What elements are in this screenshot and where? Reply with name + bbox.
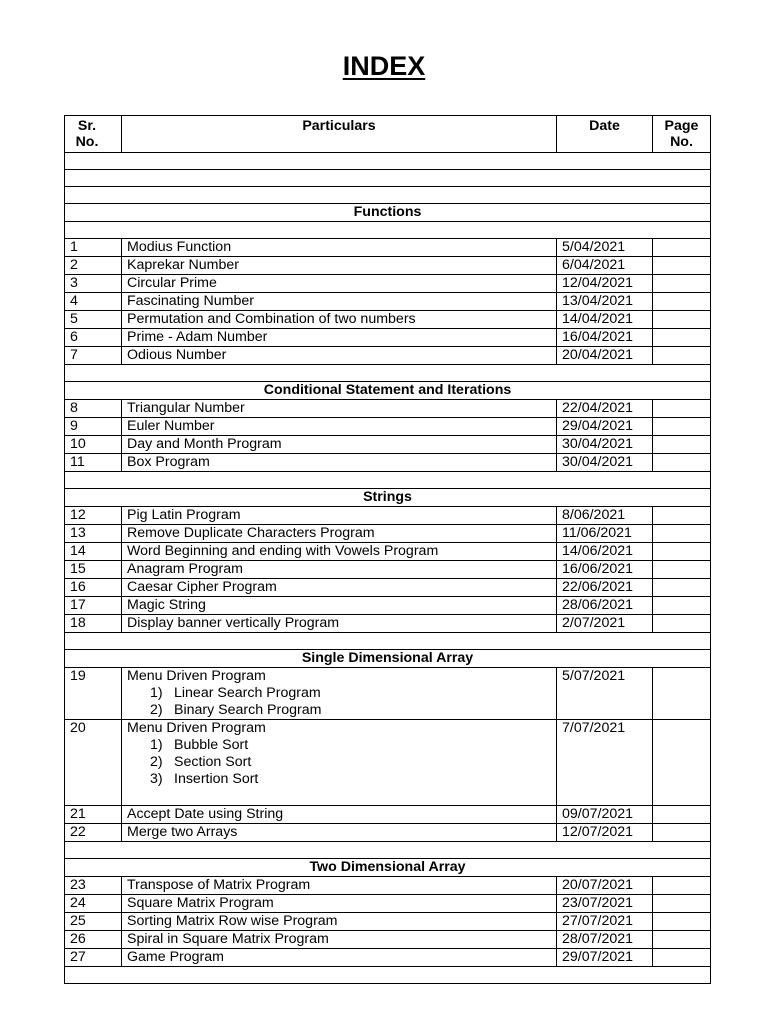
table-row xyxy=(65,579,711,597)
particulars-text: Game Program xyxy=(127,949,224,965)
sr-no-cell: 17 xyxy=(65,597,122,615)
particulars-text: Transpose of Matrix Program xyxy=(127,877,311,893)
page-no-cell xyxy=(653,543,711,561)
particulars-text: Odious Number xyxy=(127,347,227,363)
particulars-cell xyxy=(122,400,557,418)
page-no-cell xyxy=(653,720,711,806)
table-row xyxy=(65,949,711,967)
table-row xyxy=(65,239,711,257)
page-no-cell xyxy=(653,806,711,824)
blank-cell xyxy=(65,472,711,489)
particulars-text: Pig Latin Program xyxy=(127,507,241,523)
table-row xyxy=(65,913,711,931)
sub-item: 1) Linear Search Program xyxy=(150,685,321,701)
section-title: Conditional Statement and Iterations xyxy=(65,382,711,400)
date-cell: 29/07/2021 xyxy=(557,949,653,967)
table-row xyxy=(65,561,711,579)
header-date: Date xyxy=(557,116,653,153)
blank-cell xyxy=(65,842,711,859)
particulars-cell xyxy=(122,668,557,720)
date-cell: 23/07/2021 xyxy=(557,895,653,913)
sr-no-cell: 10 xyxy=(65,436,122,454)
sr-no-cell: 6 xyxy=(65,329,122,347)
particulars-cell xyxy=(122,895,557,913)
particulars-text: Magic String xyxy=(127,597,206,613)
particulars-text: Triangular Number xyxy=(127,400,245,416)
table-row xyxy=(65,329,711,347)
blank-row xyxy=(65,153,711,170)
date-cell: 29/04/2021 xyxy=(557,418,653,436)
blank-row xyxy=(65,633,711,650)
table-row xyxy=(65,275,711,293)
particulars-text: Caesar Cipher Program xyxy=(127,579,277,595)
page-title: INDEX xyxy=(342,51,426,81)
particulars-text: Accept Date using String xyxy=(127,806,284,822)
particulars-text: Menu Driven Program xyxy=(127,720,266,736)
section-heading-row xyxy=(65,204,711,222)
date-cell: 5/04/2021 xyxy=(557,239,653,257)
sr-no-cell: 9 xyxy=(65,418,122,436)
section-title: Two Dimensional Array xyxy=(65,859,711,877)
particulars-cell xyxy=(122,311,557,329)
particulars-cell xyxy=(122,615,557,633)
section-heading-row xyxy=(65,650,711,668)
sub-item: 1) Bubble Sort xyxy=(150,737,249,753)
sr-no-cell: 15 xyxy=(65,561,122,579)
sr-no-cell: 13 xyxy=(65,525,122,543)
sr-no-cell: 14 xyxy=(65,543,122,561)
table-row xyxy=(65,720,711,806)
particulars-cell xyxy=(122,347,557,365)
sr-no-cell: 19 xyxy=(65,668,122,720)
page-no-cell xyxy=(653,668,711,720)
sr-no-cell: 23 xyxy=(65,877,122,895)
date-cell: 6/04/2021 xyxy=(557,257,653,275)
date-cell: 2/07/2021 xyxy=(557,615,653,633)
date-cell: 13/04/2021 xyxy=(557,293,653,311)
date-cell: 20/07/2021 xyxy=(557,877,653,895)
particulars-cell xyxy=(122,525,557,543)
blank-row xyxy=(65,842,711,859)
header-particulars: Particulars xyxy=(122,116,557,153)
page-no-cell xyxy=(653,895,711,913)
date-cell: 12/04/2021 xyxy=(557,275,653,293)
sr-no-cell: 5 xyxy=(65,311,122,329)
particulars-text: Remove Duplicate Characters Program xyxy=(127,525,375,541)
section-title: Single Dimensional Array xyxy=(65,650,711,668)
date-cell: 7/07/2021 xyxy=(557,720,653,806)
particulars-text: Modius Function xyxy=(127,239,232,255)
table-row xyxy=(65,311,711,329)
page-no-cell xyxy=(653,400,711,418)
sr-no-cell: 20 xyxy=(65,720,122,806)
table-row xyxy=(65,543,711,561)
table-row xyxy=(65,597,711,615)
blank-row xyxy=(65,187,711,204)
blank-cell xyxy=(65,153,711,170)
particulars-text: Prime - Adam Number xyxy=(127,329,268,345)
date-cell: 30/04/2021 xyxy=(557,436,653,454)
particulars-text: Anagram Program xyxy=(127,561,243,577)
table-row xyxy=(65,877,711,895)
table-row xyxy=(65,293,711,311)
particulars-cell xyxy=(122,806,557,824)
table-row xyxy=(65,668,711,720)
sr-no-cell: 18 xyxy=(65,615,122,633)
section-heading-row xyxy=(65,489,711,507)
page-no-cell xyxy=(653,275,711,293)
sub-item: 3) Insertion Sort xyxy=(150,771,259,787)
date-cell: 14/06/2021 xyxy=(557,543,653,561)
date-cell: 20/04/2021 xyxy=(557,347,653,365)
sr-no-cell: 2 xyxy=(65,257,122,275)
index-table xyxy=(64,115,711,984)
particulars-cell xyxy=(122,275,557,293)
page-no-cell xyxy=(653,311,711,329)
sr-no-cell: 16 xyxy=(65,579,122,597)
section-title: Strings xyxy=(65,489,711,507)
page-no-cell xyxy=(653,824,711,842)
particulars-text: Kaprekar Number xyxy=(127,257,239,273)
sr-no-cell: 24 xyxy=(65,895,122,913)
header-page-no: Page No. xyxy=(653,116,711,153)
date-cell: 22/04/2021 xyxy=(557,400,653,418)
date-cell: 11/06/2021 xyxy=(557,525,653,543)
particulars-cell xyxy=(122,329,557,347)
page-no-cell xyxy=(653,257,711,275)
blank-cell xyxy=(65,222,711,239)
particulars-cell xyxy=(122,507,557,525)
page-no-cell xyxy=(653,877,711,895)
table-row xyxy=(65,615,711,633)
particulars-cell xyxy=(122,239,557,257)
sr-no-cell: 3 xyxy=(65,275,122,293)
page-no-cell xyxy=(653,293,711,311)
page-no-cell xyxy=(653,239,711,257)
sr-no-cell: 4 xyxy=(65,293,122,311)
date-cell: 12/07/2021 xyxy=(557,824,653,842)
blank-row xyxy=(65,472,711,489)
section-heading-row xyxy=(65,859,711,877)
page-no-cell xyxy=(653,329,711,347)
date-cell: 16/04/2021 xyxy=(557,329,653,347)
table-row xyxy=(65,806,711,824)
date-cell: 09/07/2021 xyxy=(557,806,653,824)
date-cell: 27/07/2021 xyxy=(557,913,653,931)
date-cell: 28/07/2021 xyxy=(557,931,653,949)
particulars-cell xyxy=(122,418,557,436)
blank-row xyxy=(65,170,711,187)
blank-cell xyxy=(65,967,711,984)
particulars-cell xyxy=(122,597,557,615)
table-row xyxy=(65,454,711,472)
particulars-text: Permutation and Combination of two numbers xyxy=(127,311,416,327)
table-row xyxy=(65,895,711,913)
page-no-cell xyxy=(653,525,711,543)
table-row xyxy=(65,347,711,365)
sub-item: 2) Section Sort xyxy=(150,754,252,770)
page-no-cell xyxy=(653,913,711,931)
table-row xyxy=(65,400,711,418)
sr-no-cell: 1 xyxy=(65,239,122,257)
sr-no-cell: 12 xyxy=(65,507,122,525)
header-sr-no: Sr. No. xyxy=(65,116,122,153)
page-no-cell xyxy=(653,347,711,365)
section-title: Functions xyxy=(65,204,711,222)
blank-row xyxy=(65,365,711,382)
particulars-cell xyxy=(122,293,557,311)
particulars-text: Sorting Matrix Row wise Program xyxy=(127,913,338,929)
page-no-cell xyxy=(653,579,711,597)
table-row xyxy=(65,824,711,842)
page-no-cell xyxy=(653,507,711,525)
sub-item: 2) Binary Search Program xyxy=(150,702,322,718)
page-no-cell xyxy=(653,615,711,633)
table-row xyxy=(65,257,711,275)
particulars-text: Spiral in Square Matrix Program xyxy=(127,931,329,947)
particulars-cell xyxy=(122,257,557,275)
sr-no-cell: 11 xyxy=(65,454,122,472)
particulars-text: Euler Number xyxy=(127,418,215,434)
blank-cell xyxy=(65,187,711,204)
particulars-cell xyxy=(122,543,557,561)
blank-cell xyxy=(65,170,711,187)
section-heading-row xyxy=(65,382,711,400)
particulars-cell xyxy=(122,824,557,842)
particulars-cell xyxy=(122,579,557,597)
blank-row xyxy=(65,967,711,984)
sr-no-cell: 21 xyxy=(65,806,122,824)
sr-no-cell: 7 xyxy=(65,347,122,365)
particulars-text: Circular Prime xyxy=(127,275,217,291)
table-row xyxy=(65,507,711,525)
particulars-cell xyxy=(122,913,557,931)
table-row xyxy=(65,418,711,436)
particulars-cell xyxy=(122,436,557,454)
blank-cell xyxy=(65,633,711,650)
header-row xyxy=(65,116,711,153)
date-cell: 16/06/2021 xyxy=(557,561,653,579)
sr-no-cell: 22 xyxy=(65,824,122,842)
particulars-cell xyxy=(122,931,557,949)
page-no-cell xyxy=(653,418,711,436)
particulars-text: Merge two Arrays xyxy=(127,824,238,840)
date-cell: 22/06/2021 xyxy=(557,579,653,597)
page-no-cell xyxy=(653,561,711,579)
particulars-text: Word Beginning and ending with Vowels Program xyxy=(127,543,439,559)
particulars-text: Box Program xyxy=(127,454,210,470)
page-no-cell xyxy=(653,597,711,615)
particulars-text: Day and Month Program xyxy=(127,436,282,452)
particulars-cell xyxy=(122,949,557,967)
table-row xyxy=(65,436,711,454)
sr-no-cell: 26 xyxy=(65,931,122,949)
page-no-cell xyxy=(653,436,711,454)
date-cell: 5/07/2021 xyxy=(557,668,653,720)
date-cell: 14/04/2021 xyxy=(557,311,653,329)
particulars-cell xyxy=(122,877,557,895)
particulars-text: Square Matrix Program xyxy=(127,895,274,911)
date-cell: 30/04/2021 xyxy=(557,454,653,472)
date-cell: 8/06/2021 xyxy=(557,507,653,525)
blank-row xyxy=(65,222,711,239)
date-cell: 28/06/2021 xyxy=(557,597,653,615)
particulars-cell xyxy=(122,720,557,806)
particulars-cell xyxy=(122,561,557,579)
page-no-cell xyxy=(653,454,711,472)
particulars-cell xyxy=(122,454,557,472)
sr-no-cell: 8 xyxy=(65,400,122,418)
particulars-text: Menu Driven Program xyxy=(127,668,266,684)
table-row xyxy=(65,931,711,949)
sr-no-cell: 27 xyxy=(65,949,122,967)
blank-cell xyxy=(65,365,711,382)
sr-no-cell: 25 xyxy=(65,913,122,931)
page-no-cell xyxy=(653,931,711,949)
page-no-cell xyxy=(653,949,711,967)
particulars-text: Display banner vertically Program xyxy=(127,615,340,631)
particulars-text: Fascinating Number xyxy=(127,293,254,309)
table-row xyxy=(65,525,711,543)
